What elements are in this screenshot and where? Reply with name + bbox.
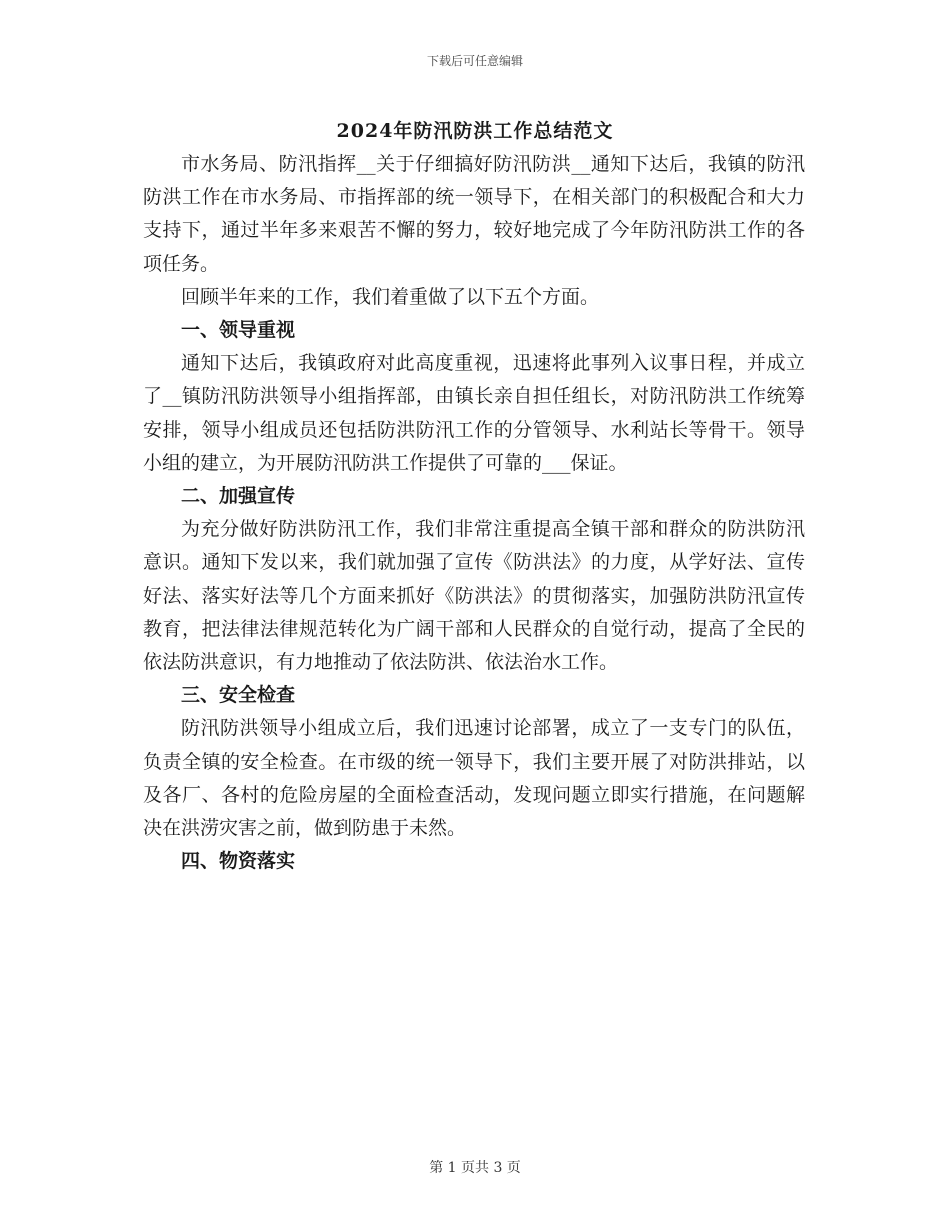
- document-body: [143, 148, 805, 878]
- intro-paragraph-2: 回顾半年来的工作，我们着重做了以下五个方面。: [181, 285, 600, 308]
- page-header: 下载后可任意编辑: [426, 54, 523, 68]
- section-heading-1: 一、领导重视: [181, 319, 296, 342]
- intro-paragraph-1: 市水务局、防汛指挥__关于仔细搞好防汛防洪__通知下达后，我镇的防汛防洪工作在市水务局、市指挥部的统一领导下，在相关部门的积极配合和大力支持下，通过半年多来艰苦不懈的努力，较好地完成了今年防汛防洪工作的各项任务。: [143, 153, 805, 275]
- document-title: 2024年防汛防洪工作总结范文: [336, 120, 614, 142]
- section-heading-2: 二、加强宣传: [181, 485, 296, 508]
- section-heading-4: 四、物资落实: [181, 850, 296, 873]
- section-body-1: 通知下达后，我镇政府对此高度重视，迅速将此事列入议事日程，并成立了__镇防汛防洪领导小组指挥部，由镇长亲自担任组长，对防汛防洪工作统筹安排，领导小组成员还包括防洪防汛工作的分管领导、水利站长等骨干。领导小组的建立，为开展防汛防洪工作提供了可靠的___保证。: [143, 352, 805, 474]
- section-body-3: 防汛防洪领导小组成立后，我们迅速讨论部署，成立了一支专门的队伍，负责全镇的安全检查。在市级的统一领导下，我们主要开展了对防洪排站，以及各厂、各村的危险房屋的全面检查活动，发现问题立即实行措施，在问题解决在洪涝灾害之前，做到防患于未然。: [143, 717, 805, 840]
- section-body-2: 为充分做好防洪防汛工作，我们非常注重提高全镇干部和群众的防洪防汛意识。通知下发以来，我们就加强了宣传《防洪法》的力度，从学好法、宣传好法、落实好法等几个方面来抓好《防洪法》的贯彻落实，加强防洪防汛宣传教育，把法律法律规范转化为广阔干部和人民群众的自觉行动，提高了全民的依法防洪意识，有力地推动了依法防洪、依法治水工作。: [143, 518, 805, 674]
- section-heading-3: 三、安全检查: [181, 684, 296, 707]
- page-footer: 第 1 页共 3 页: [429, 1160, 521, 1176]
